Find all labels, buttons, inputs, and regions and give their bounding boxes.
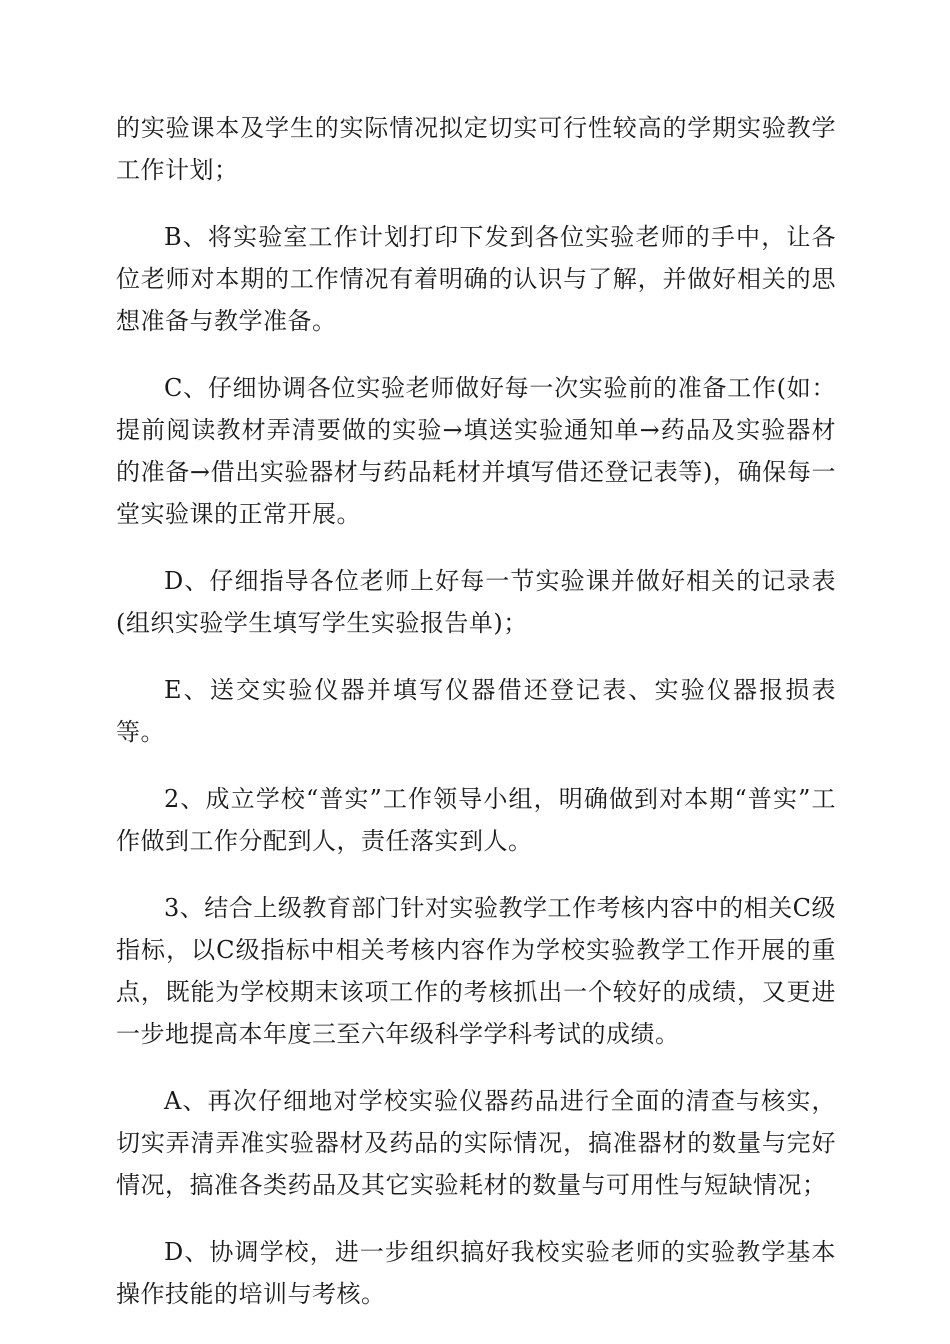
- paragraph-item-b: B、将实验室工作计划打印下发到各位实验老师的手中，让各位老师对本期的工作情况有着明确的认识与了解，并做好相关的思想准备与教学准备。: [116, 223, 836, 335]
- paragraph-item-a: A、再次仔细地对学校实验仪器药品进行全面的清查与核实，切实弄清弄准实验器材及药品的实际情况，搞准器材的数量与完好情况，搞准各类药品及其它实验耗材的数量与可用性与短缺情况；: [116, 1087, 836, 1199]
- document-body: [116, 107, 836, 1340]
- paragraph-item-d: D、仔细指导各位老师上好每一节实验课并做好相关的记录表(组织实验学生填写学生实验报告单)；: [116, 567, 836, 637]
- paragraph-item-c: C、仔细协调各位实验老师做好每一次实验前的准备工作(如：提前阅读教材弄清要做的实验→填送实验通知单→药品及实验器材的准备→借出实验器材与药品耗材并填写借还登记表等)，确保每一堂实验课的正常开展。: [116, 374, 836, 528]
- paragraph-item-3: 3、结合上级教育部门针对实验教学工作考核内容中的相关C级指标，以C级指标中相关考核内容作为学校实验教学工作开展的重点，既能为学校期末该项工作的考核抓出一个较好的成绩，又更进一步地提高本年度三至六年级科学学科考试的成绩。: [116, 894, 836, 1048]
- paragraph-item-2: 2、成立学校“普实”工作领导小组，明确做到对本期“普实”工作做到工作分配到人，责任落实到人。: [116, 785, 836, 855]
- paragraph-item-d-2: D、协调学校，进一步组织搞好我校实验老师的实验教学基本操作技能的培训与考核。: [116, 1238, 836, 1308]
- paragraph-item-e: E、送交实验仪器并填写仪器借还登记表、实验仪器报损表等。: [116, 676, 836, 746]
- paragraph-continuation: 的实验课本及学生的实际情况拟定切实可行性较高的学期实验教学工作计划；: [116, 114, 836, 184]
